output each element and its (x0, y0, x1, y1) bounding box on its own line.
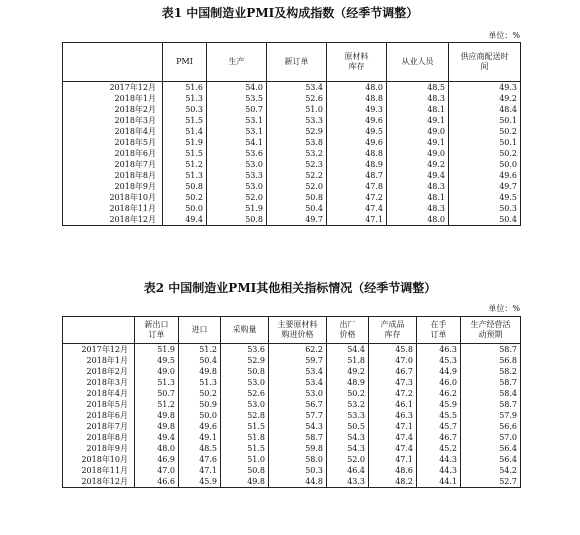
value-cell: 57.7 (269, 410, 327, 421)
value-cell: 48.3 (387, 203, 449, 214)
value-cell: 48.7 (327, 170, 387, 181)
value-cell: 52.6 (267, 93, 327, 104)
table-row (63, 192, 521, 203)
row-month-label: 2018年1月 (63, 93, 163, 104)
value-cell: 51.5 (163, 115, 207, 126)
value-cell: 46.6 (135, 476, 179, 488)
value-cell: 50.2 (179, 388, 221, 399)
value-cell: 58.0 (269, 454, 327, 465)
value-cell: 50.8 (267, 192, 327, 203)
row-month-label: 2018年6月 (63, 148, 163, 159)
value-cell: 51.9 (135, 344, 179, 356)
row-month-label: 2018年7月 (63, 159, 163, 170)
value-cell: 50.8 (163, 181, 207, 192)
value-cell: 52.0 (327, 454, 369, 465)
table-row (63, 170, 521, 181)
column-header: 原材料 库存 (327, 43, 387, 82)
row-month-label: 2018年7月 (63, 421, 135, 432)
value-cell: 51.3 (179, 377, 221, 388)
value-cell: 50.0 (449, 159, 521, 170)
value-cell: 58.7 (269, 432, 327, 443)
row-month-label: 2018年8月 (63, 170, 163, 181)
value-cell: 50.0 (163, 203, 207, 214)
value-cell: 53.5 (207, 93, 267, 104)
value-cell: 53.0 (269, 388, 327, 399)
table-row (63, 377, 521, 388)
value-cell: 54.3 (269, 421, 327, 432)
table1-header-row (63, 43, 521, 82)
row-month-label: 2018年5月 (63, 399, 135, 410)
table2-title: 表2 中国制造业PMI其他相关指标情况（经季节调整） (143, 281, 437, 295)
value-cell: 48.0 (135, 443, 179, 454)
value-cell: 52.9 (221, 355, 269, 366)
value-cell: 54.0 (207, 82, 267, 94)
value-cell: 53.0 (221, 399, 269, 410)
value-cell: 50.2 (449, 126, 521, 137)
value-cell: 51.5 (163, 148, 207, 159)
value-cell: 48.5 (387, 82, 449, 94)
value-cell: 59.7 (269, 355, 327, 366)
value-cell: 53.0 (207, 159, 267, 170)
column-header: 在手 订单 (417, 317, 461, 344)
value-cell: 50.8 (221, 465, 269, 476)
table-row (63, 454, 521, 465)
table-row (63, 388, 521, 399)
value-cell: 51.4 (163, 126, 207, 137)
value-cell: 49.2 (387, 159, 449, 170)
value-cell: 54.3 (327, 432, 369, 443)
pmi-other-indicators-table (62, 316, 521, 488)
table-row (63, 181, 521, 192)
value-cell: 51.5 (221, 443, 269, 454)
value-cell: 44.1 (417, 476, 461, 488)
value-cell: 50.1 (449, 137, 521, 148)
value-cell: 58.7 (461, 377, 521, 388)
value-cell: 58.4 (461, 388, 521, 399)
row-month-label: 2018年9月 (63, 443, 135, 454)
value-cell: 53.3 (327, 410, 369, 421)
value-cell: 51.5 (221, 421, 269, 432)
value-cell: 45.7 (417, 421, 461, 432)
value-cell: 46.7 (417, 432, 461, 443)
value-cell: 50.4 (179, 355, 221, 366)
value-cell: 44.9 (417, 366, 461, 377)
value-cell: 45.2 (417, 443, 461, 454)
value-cell: 49.5 (135, 355, 179, 366)
value-cell: 51.8 (327, 355, 369, 366)
value-cell: 51.2 (135, 399, 179, 410)
table-row (63, 476, 521, 488)
value-cell: 56.4 (461, 443, 521, 454)
value-cell: 51.2 (163, 159, 207, 170)
value-cell: 48.9 (327, 377, 369, 388)
value-cell: 49.5 (327, 126, 387, 137)
row-month-label: 2017年12月 (63, 82, 163, 94)
value-cell: 47.6 (179, 454, 221, 465)
value-cell: 57.9 (461, 410, 521, 421)
value-cell: 52.2 (267, 170, 327, 181)
value-cell: 48.9 (327, 159, 387, 170)
value-cell: 48.3 (387, 181, 449, 192)
value-cell: 50.3 (163, 104, 207, 115)
value-cell: 53.4 (269, 366, 327, 377)
value-cell: 44.8 (269, 476, 327, 488)
value-cell: 48.8 (327, 148, 387, 159)
value-cell: 48.0 (327, 82, 387, 94)
value-cell: 50.3 (269, 465, 327, 476)
value-cell: 58.7 (461, 399, 521, 410)
column-header: 主要原材料 购进价格 (269, 317, 327, 344)
value-cell: 58.2 (461, 366, 521, 377)
value-cell: 47.4 (327, 203, 387, 214)
column-header: 新订单 (267, 43, 327, 82)
value-cell: 50.8 (207, 214, 267, 226)
value-cell: 49.2 (449, 93, 521, 104)
value-cell: 52.9 (267, 126, 327, 137)
table-row (63, 148, 521, 159)
column-header: 供应商配送时 间 (449, 43, 521, 82)
value-cell: 53.3 (207, 170, 267, 181)
value-cell: 48.0 (387, 214, 449, 226)
row-month-label: 2018年2月 (63, 104, 163, 115)
value-cell: 50.2 (327, 388, 369, 399)
value-cell: 54.1 (207, 137, 267, 148)
value-cell: 53.1 (207, 115, 267, 126)
value-cell: 49.2 (327, 366, 369, 377)
row-month-label: 2018年3月 (63, 377, 135, 388)
value-cell: 50.5 (327, 421, 369, 432)
value-cell: 47.1 (179, 465, 221, 476)
value-cell: 49.0 (387, 148, 449, 159)
value-cell: 53.8 (267, 137, 327, 148)
table-row (63, 82, 521, 94)
value-cell: 49.3 (449, 82, 521, 94)
table-row (63, 421, 521, 432)
value-cell: 51.9 (163, 137, 207, 148)
value-cell: 45.5 (417, 410, 461, 421)
column-header: PMI (163, 43, 207, 82)
table-row (63, 399, 521, 410)
value-cell: 56.4 (461, 454, 521, 465)
value-cell: 51.9 (207, 203, 267, 214)
table-row (63, 214, 521, 226)
value-cell: 53.6 (221, 344, 269, 356)
value-cell: 45.9 (417, 399, 461, 410)
value-cell: 49.8 (135, 410, 179, 421)
value-cell: 49.1 (179, 432, 221, 443)
value-cell: 44.3 (417, 454, 461, 465)
value-cell: 49.3 (327, 104, 387, 115)
value-cell: 45.9 (179, 476, 221, 488)
corner-header-cell (63, 317, 135, 344)
value-cell: 50.4 (449, 214, 521, 226)
value-cell: 52.0 (207, 192, 267, 203)
value-cell: 53.1 (207, 126, 267, 137)
value-cell: 49.8 (135, 421, 179, 432)
column-header: 产成品 库存 (369, 317, 417, 344)
value-cell: 51.8 (221, 432, 269, 443)
value-cell: 50.3 (449, 203, 521, 214)
row-month-label: 2018年12月 (63, 214, 163, 226)
table-row (63, 410, 521, 421)
value-cell: 49.0 (387, 126, 449, 137)
value-cell: 50.0 (179, 410, 221, 421)
value-cell: 54.2 (461, 465, 521, 476)
row-month-label: 2018年4月 (63, 126, 163, 137)
value-cell: 51.3 (135, 377, 179, 388)
table2-unit-label: 单位：% (488, 304, 520, 313)
column-header: 进口 (179, 317, 221, 344)
table-row (63, 137, 521, 148)
value-cell: 52.6 (221, 388, 269, 399)
value-cell: 49.6 (449, 170, 521, 181)
value-cell: 46.2 (417, 388, 461, 399)
value-cell: 59.8 (269, 443, 327, 454)
table1-body (63, 82, 521, 226)
table-row (63, 203, 521, 214)
value-cell: 48.1 (387, 104, 449, 115)
value-cell: 45.3 (417, 355, 461, 366)
table-row (63, 355, 521, 366)
value-cell: 50.4 (267, 203, 327, 214)
value-cell: 49.4 (387, 170, 449, 181)
value-cell: 62.2 (269, 344, 327, 356)
value-cell: 49.4 (163, 214, 207, 226)
row-month-label: 2018年8月 (63, 432, 135, 443)
value-cell: 51.2 (179, 344, 221, 356)
row-month-label: 2017年12月 (63, 344, 135, 356)
value-cell: 53.4 (269, 377, 327, 388)
value-cell: 48.3 (387, 93, 449, 104)
value-cell: 46.9 (135, 454, 179, 465)
row-month-label: 2018年11月 (63, 465, 135, 476)
table-row (63, 159, 521, 170)
row-month-label: 2018年1月 (63, 355, 135, 366)
value-cell: 47.4 (369, 432, 417, 443)
table-row (63, 93, 521, 104)
table-row (63, 126, 521, 137)
row-month-label: 2018年12月 (63, 476, 135, 488)
table2-header-row (63, 317, 521, 344)
value-cell: 54.3 (327, 443, 369, 454)
table-row (63, 104, 521, 115)
value-cell: 49.4 (135, 432, 179, 443)
value-cell: 53.0 (221, 377, 269, 388)
value-cell: 53.2 (327, 399, 369, 410)
value-cell: 56.7 (269, 399, 327, 410)
value-cell: 46.4 (327, 465, 369, 476)
value-cell: 49.6 (179, 421, 221, 432)
value-cell: 50.1 (449, 115, 521, 126)
value-cell: 47.0 (369, 355, 417, 366)
column-header: 新出口 订单 (135, 317, 179, 344)
row-month-label: 2018年3月 (63, 115, 163, 126)
column-header: 采购量 (221, 317, 269, 344)
value-cell: 47.1 (369, 421, 417, 432)
value-cell: 47.1 (327, 214, 387, 226)
value-cell: 47.2 (369, 388, 417, 399)
row-month-label: 2018年10月 (63, 454, 135, 465)
value-cell: 49.5 (449, 192, 521, 203)
value-cell: 56.6 (461, 421, 521, 432)
value-cell: 47.8 (327, 181, 387, 192)
value-cell: 44.3 (417, 465, 461, 476)
value-cell: 53.3 (267, 115, 327, 126)
value-cell: 50.2 (163, 192, 207, 203)
column-header: 生产经营活 动预期 (461, 317, 521, 344)
value-cell: 53.0 (207, 181, 267, 192)
value-cell: 43.3 (327, 476, 369, 488)
value-cell: 49.8 (179, 366, 221, 377)
row-month-label: 2018年4月 (63, 388, 135, 399)
value-cell: 48.4 (449, 104, 521, 115)
value-cell: 50.9 (179, 399, 221, 410)
value-cell: 49.7 (267, 214, 327, 226)
value-cell: 50.2 (449, 148, 521, 159)
row-month-label: 2018年10月 (63, 192, 163, 203)
value-cell: 48.2 (369, 476, 417, 488)
value-cell: 49.7 (449, 181, 521, 192)
value-cell: 47.2 (327, 192, 387, 203)
row-month-label: 2018年5月 (63, 137, 163, 148)
value-cell: 48.1 (387, 192, 449, 203)
value-cell: 46.3 (369, 410, 417, 421)
value-cell: 47.0 (135, 465, 179, 476)
row-month-label: 2018年9月 (63, 181, 163, 192)
column-header: 生产 (207, 43, 267, 82)
table-row (63, 443, 521, 454)
table1-title: 表1 中国制造业PMI及构成指数（经季节调整） (161, 6, 419, 20)
value-cell: 48.6 (369, 465, 417, 476)
value-cell: 45.8 (369, 344, 417, 356)
value-cell: 50.7 (207, 104, 267, 115)
table-row (63, 344, 521, 356)
value-cell: 49.6 (327, 137, 387, 148)
column-header: 出厂 价格 (327, 317, 369, 344)
value-cell: 48.5 (179, 443, 221, 454)
value-cell: 50.8 (221, 366, 269, 377)
value-cell: 50.7 (135, 388, 179, 399)
corner-header-cell (63, 43, 163, 82)
value-cell: 51.0 (267, 104, 327, 115)
value-cell: 46.3 (417, 344, 461, 356)
value-cell: 51.3 (163, 170, 207, 181)
value-cell: 52.3 (267, 159, 327, 170)
value-cell: 49.1 (387, 137, 449, 148)
value-cell: 54.4 (327, 344, 369, 356)
value-cell: 51.3 (163, 93, 207, 104)
value-cell: 46.0 (417, 377, 461, 388)
value-cell: 48.8 (327, 93, 387, 104)
value-cell: 53.4 (267, 82, 327, 94)
value-cell: 57.0 (461, 432, 521, 443)
table1-unit-label: 单位：% (488, 31, 520, 40)
value-cell: 49.0 (135, 366, 179, 377)
value-cell: 46.1 (369, 399, 417, 410)
value-cell: 52.0 (267, 181, 327, 192)
table2-body (63, 344, 521, 488)
value-cell: 51.0 (221, 454, 269, 465)
value-cell: 49.6 (327, 115, 387, 126)
value-cell: 53.6 (207, 148, 267, 159)
table-row (63, 115, 521, 126)
table-row (63, 366, 521, 377)
column-header: 从业人员 (387, 43, 449, 82)
value-cell: 56.8 (461, 355, 521, 366)
table-row (63, 465, 521, 476)
row-month-label: 2018年2月 (63, 366, 135, 377)
row-month-label: 2018年6月 (63, 410, 135, 421)
value-cell: 47.1 (369, 454, 417, 465)
value-cell: 52.7 (461, 476, 521, 488)
value-cell: 49.8 (221, 476, 269, 488)
pmi-composition-table (62, 42, 521, 226)
table-row (63, 432, 521, 443)
value-cell: 47.4 (369, 443, 417, 454)
value-cell: 46.7 (369, 366, 417, 377)
value-cell: 52.8 (221, 410, 269, 421)
value-cell: 51.6 (163, 82, 207, 94)
row-month-label: 2018年11月 (63, 203, 163, 214)
value-cell: 47.3 (369, 377, 417, 388)
value-cell: 58.7 (461, 344, 521, 356)
value-cell: 53.2 (267, 148, 327, 159)
value-cell: 49.1 (387, 115, 449, 126)
